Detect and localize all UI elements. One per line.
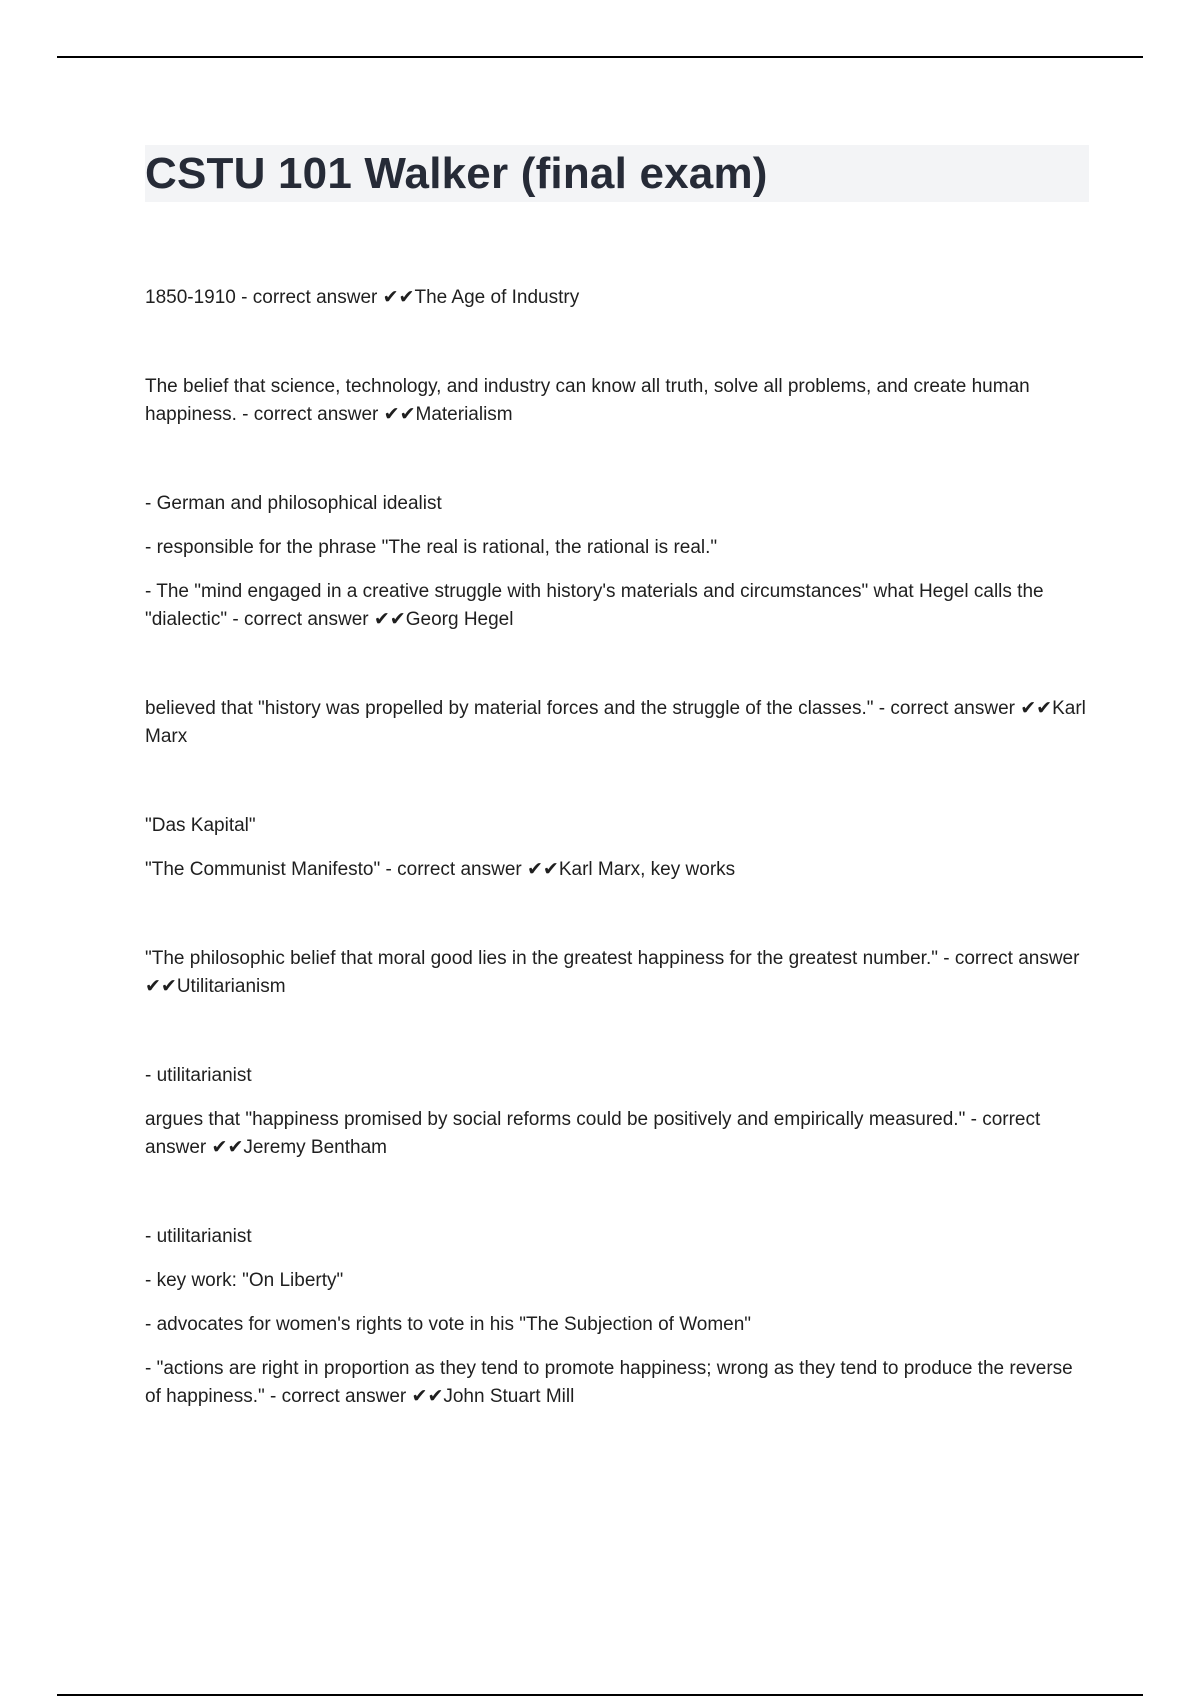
- flashcard: [145, 945, 1089, 1001]
- title-banner: [145, 145, 1089, 202]
- flashcard: [145, 695, 1089, 751]
- flashcard-line: - The "mind engaged in a creative struggle with history's materials and circumstances" what Hegel calls the "dialectic" - correct answer ✔✔Georg Hegel: [145, 581, 1044, 630]
- flashcard-line: - utilitarianist: [145, 1226, 252, 1247]
- flashcard: [145, 812, 1089, 884]
- flashcard-line: 1850-1910 - correct answer ✔✔The Age of Industry: [145, 287, 580, 308]
- flashcard: [145, 373, 1089, 429]
- flashcard: [145, 1223, 1089, 1411]
- flashcard: [145, 284, 1089, 312]
- flashcard-list: [145, 284, 1089, 1411]
- flashcard-line: The belief that science, technology, and industry can know all truth, solve all problems, and create human happiness. - correct answer ✔✔Materialism: [145, 376, 1030, 425]
- footer-rule: [57, 1694, 1143, 1696]
- flashcard: [145, 1062, 1089, 1162]
- flashcard-line: - "actions are right in proportion as they tend to promote happiness; wrong as they tend to produce the reverse of happiness." - correct answer ✔✔John Stuart Mill: [145, 1358, 1073, 1407]
- flashcard: [145, 490, 1089, 634]
- flashcard-line: "The Communist Manifesto" - correct answer ✔✔Karl Marx, key works: [145, 859, 736, 880]
- header-rule: [57, 56, 1143, 58]
- flashcard-line: "Das Kapital": [145, 815, 256, 836]
- flashcard-line: argues that "happiness promised by social reforms could be positively and empirically measured." - correct answer ✔✔Jeremy Bentham: [145, 1109, 1041, 1158]
- flashcard-line: - advocates for women's rights to vote in his "The Subjection of Women": [145, 1314, 752, 1335]
- flashcard-line: believed that "history was propelled by material forces and the struggle of the classes." - correct answer ✔✔Karl Marx: [145, 698, 1086, 747]
- flashcard-line: - responsible for the phrase "The real is rational, the rational is real.": [145, 537, 718, 558]
- document-title: CSTU 101 Walker (final exam): [145, 149, 768, 198]
- flashcard-line: - utilitarianist: [145, 1065, 252, 1086]
- flashcard-line: "The philosophic belief that moral good lies in the greatest happiness for the greatest number." - correct answer ✔✔Utilitarianism: [145, 948, 1080, 997]
- flashcard-line: - German and philosophical idealist: [145, 493, 442, 514]
- document-body: [145, 145, 1089, 1472]
- flashcard-line: - key work: "On Liberty": [145, 1270, 344, 1291]
